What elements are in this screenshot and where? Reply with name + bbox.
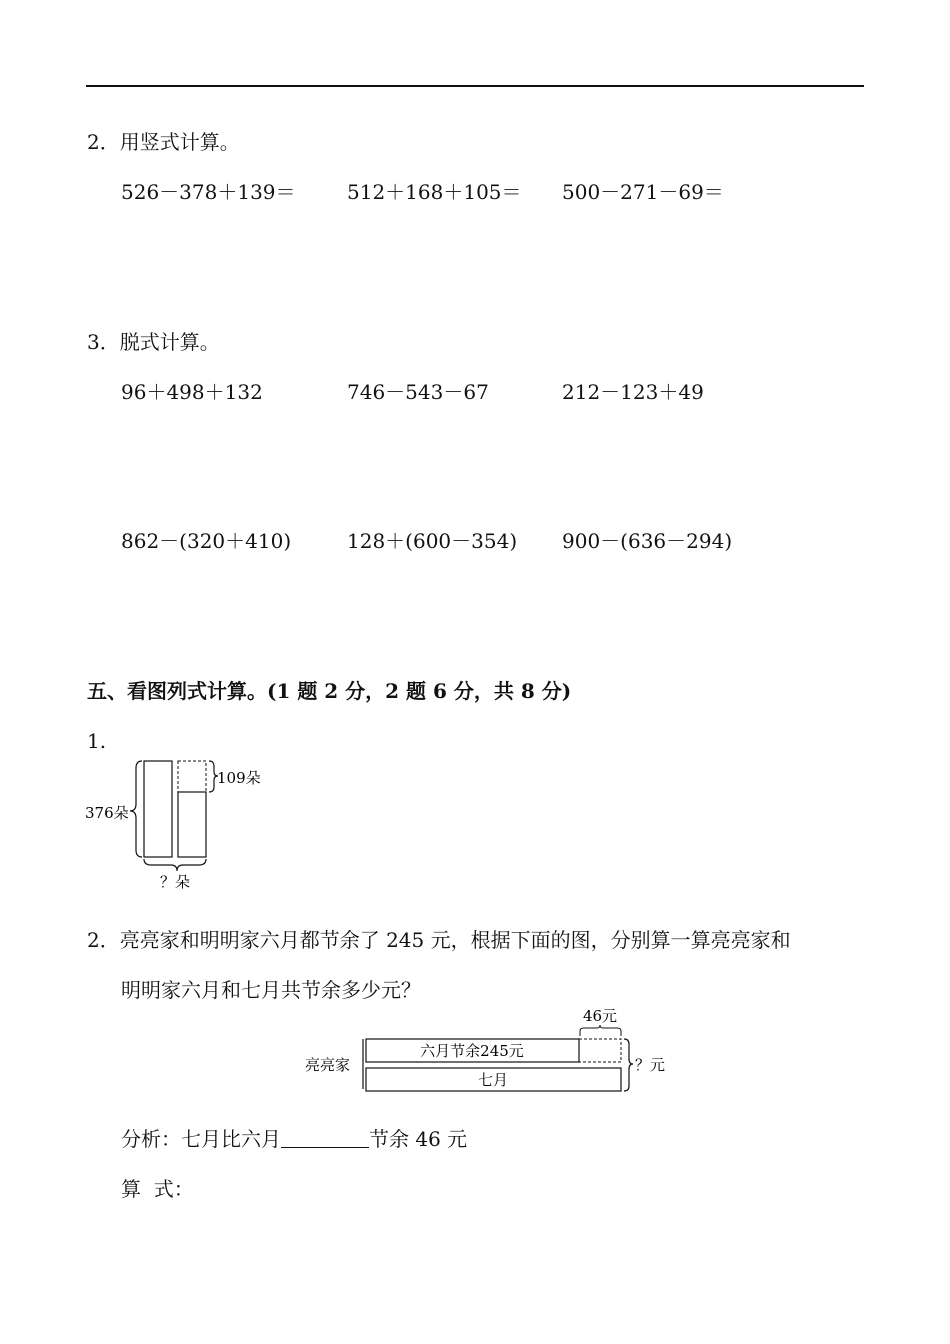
q2-dashed-extension	[579, 1039, 621, 1062]
q2-extra-brace	[580, 1025, 621, 1036]
q1-bottom-brace	[144, 859, 206, 871]
q1-short-bar	[178, 792, 206, 857]
q2-analysis-blank[interactable]	[281, 1127, 369, 1148]
q1-number: 1.	[87, 729, 107, 753]
part-5-heading: 五、看图列式计算。(1 题 2 分，2 题 6 分，共 8 分)	[87, 679, 572, 703]
section-3-heading: 3．脱式计算。	[87, 330, 220, 354]
q2-june-label: 六月节余245元	[420, 1042, 524, 1060]
q2-bar-diagram	[300, 1008, 680, 1098]
q1-label-total: 376朵	[85, 804, 129, 822]
vertical-calc-item-2: 512＋168＋105＝	[347, 180, 522, 204]
q1-tall-bar	[144, 761, 172, 857]
step-calc-item-6: 900－(636－294)	[562, 529, 733, 553]
section-2-heading: 2．用竖式计算。	[87, 130, 240, 154]
q1-label-difference: 109朵	[217, 769, 261, 787]
q1-dashed-difference	[178, 761, 206, 792]
q2-analysis	[121, 1127, 467, 1151]
q1-bar-diagram	[84, 756, 284, 892]
q2-text-line-2: 明明家六月和七月共节余多少元？	[121, 978, 421, 1002]
q1-label-unknown: ？朵	[160, 873, 191, 891]
q2-formula-label: 算 式：	[121, 1177, 194, 1201]
q1-left-brace	[130, 761, 142, 857]
q2-analysis-prefix: 分析：七月比六月	[121, 1127, 281, 1151]
q2-text-line-1: 2．亮亮家和明明家六月都节余了 245 元，根据下面的图，分别算一算亮亮家和	[87, 928, 791, 952]
step-calc-item-4: 862－(320＋410)	[121, 529, 292, 553]
step-calc-item-5: 128＋(600－354)	[347, 529, 518, 553]
q2-name-label: 亮亮家	[305, 1056, 351, 1074]
vertical-calc-item-1: 526－378＋139＝	[121, 180, 296, 204]
step-calc-item-1: 96＋498＋132	[121, 380, 263, 404]
q2-analysis-suffix: 节余 46 元	[369, 1127, 468, 1151]
q2-extra-label: 46元	[582, 1008, 618, 1025]
step-calc-item-3: 212－123＋49	[562, 380, 704, 404]
step-calc-item-2: 746－543－67	[347, 380, 489, 404]
q2-total-label: ？元	[635, 1056, 666, 1074]
top-rule	[86, 85, 864, 87]
q2-right-brace	[624, 1039, 633, 1091]
vertical-calc-item-3: 500－271－69＝	[562, 180, 724, 204]
q2-july-label: 七月	[477, 1071, 509, 1089]
